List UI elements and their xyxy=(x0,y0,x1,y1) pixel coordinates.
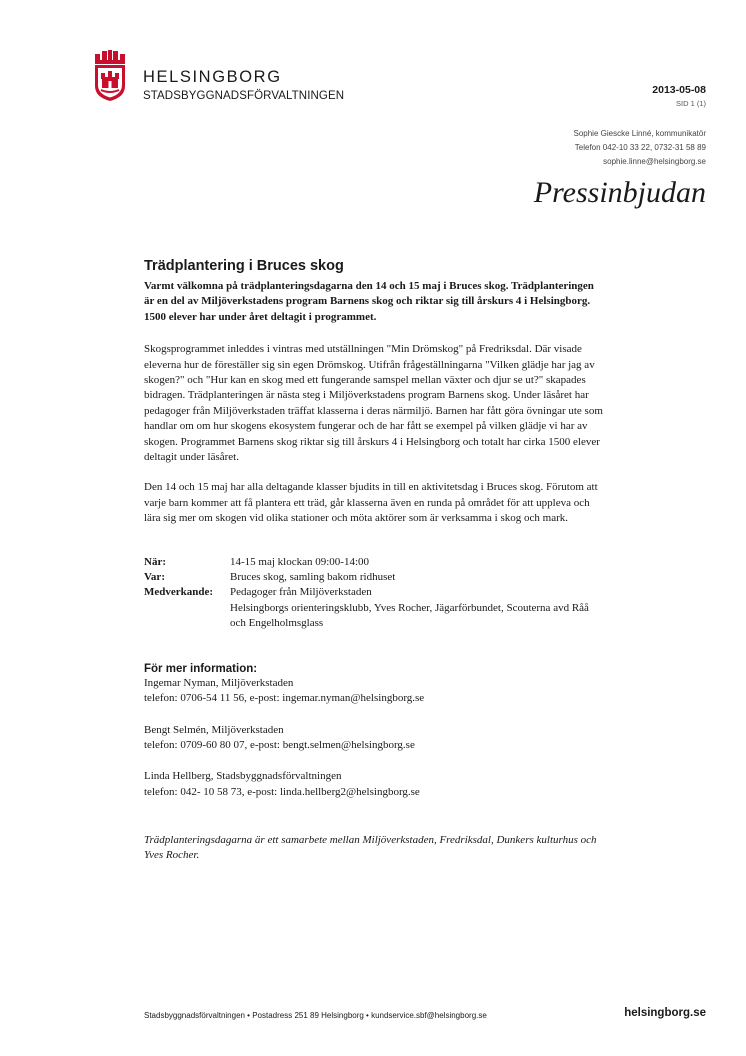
event-details xyxy=(144,555,606,631)
more-information xyxy=(144,663,606,800)
detail-value: 14-15 maj klockan 09:00-14:00 xyxy=(230,555,370,568)
contact-phone: Telefon 042-10 33 22, 0732-31 58 89 xyxy=(574,143,706,152)
helsingborg-crest-icon xyxy=(93,50,127,102)
document-type-title: Pressinbjudan xyxy=(533,176,706,209)
contact-person-name: Bengt Selmén, Miljöverkstaden xyxy=(144,723,284,736)
detail-label: När: xyxy=(144,555,166,568)
contact-person-name: Linda Hellberg, Stadsbyggnadsförvaltningen xyxy=(144,770,342,783)
detail-row-when xyxy=(144,555,606,570)
article-paragraph: Skogsprogrammet inleddes i vintras med utställningen "Min Drömskog" på Fredriksdal. Där visade eleverna hur de föreställer sig sin egen Drömskog. Utifrån frågeställningarna "Vilken glädje har jag av skogen?" och "Hur kan en skog med ett fungerande samspel mellan växter och djur se ut?" skapades bidragen. Trädplanteringen är nästa steg i Miljöverkstadens program Barnens skog. Under läsåret har pedagoger från Miljöverkstaden träffat klasserna i deras närmiljö. Barnen har fått göra övningar ute som handlar om om hur skogens ekosystem fungerar och de har fått se exempel på vilken glädje vi har av skogen. Programmet Barnens skog riktar sig till årskurs 4 i Helsingborg och totalt har cirka 1500 elever deltagit under läsåret. xyxy=(144,343,603,464)
detail-row-participants-more xyxy=(144,601,606,632)
detail-value: Bruces skog, samling bakom ridhuset xyxy=(230,570,396,583)
detail-label: Medverkande: xyxy=(144,586,214,599)
contact-person-phone: telefon: 042- 10 58 73, e-post: linda.hellberg2@helsingborg.se xyxy=(144,785,420,798)
document-date: 2013-05-08 xyxy=(652,84,706,96)
contact-person xyxy=(144,676,606,707)
detail-value: Helsingborgs orienteringsklubb, Yves Rocher, Jägarförbundet, Scouterna avd Råå och Engelholmsglass xyxy=(230,601,589,629)
detail-label: Var: xyxy=(144,570,165,583)
contact-name: Sophie Giescke Linné, kommunikatör xyxy=(573,129,706,138)
main-content xyxy=(144,258,606,875)
footer-address: Stadsbyggnadsförvaltningen • Postadress 251 89 Helsingborg • kundservice.sbf@helsingborg.se xyxy=(144,1011,487,1020)
article-headline: Trädplantering i Bruces skog xyxy=(144,258,344,274)
footer-website: helsingborg.se xyxy=(624,1007,706,1019)
contact-block xyxy=(573,127,706,169)
detail-row-where xyxy=(144,570,606,585)
detail-label xyxy=(144,601,230,632)
contact-person xyxy=(144,723,606,754)
contact-email: sophie.linne@helsingborg.se xyxy=(603,157,706,166)
article-lead: Varmt välkomna på trädplanteringsdagarna den 14 och 15 maj i Bruces skog. Trädplanteringen är en del av Miljöverkstadens program Barnens skog och riktar sig till årskurs 4 i Helsingborg. 1500 elever har under året deltagit i programmet. xyxy=(144,280,594,323)
contact-person-phone: telefon: 0709-60 80 07, e-post: bengt.selmen@helsingborg.se xyxy=(144,739,415,752)
detail-value: Pedagoger från Miljöverkstaden xyxy=(230,586,372,599)
org-department: STADSBYGGNADSFÖRVALTNINGEN xyxy=(143,90,345,102)
contact-person xyxy=(144,769,606,800)
footnote: Trädplanteringsdagarna är ett samarbete mellan Miljöverkstaden, Fredriksdal, Dunkers kulturhus och Yves Rocher. xyxy=(144,833,597,862)
more-info-heading: För mer information: xyxy=(144,663,258,676)
article-paragraph: Den 14 och 15 maj har alla deltagande klasser bjudits in till en aktivitetsdag i Bruces skog. Förutom att varje barn kommer att få plantera ett träd, går klasserna även en runda på området för att uppleva och lära sig mer om skogen vid olika stationer och möta aktörer som är verksamma i skog och mark. xyxy=(144,481,598,525)
contact-person-name: Ingemar Nyman, Miljöverkstaden xyxy=(144,677,294,690)
org-name: HELSINGBORG xyxy=(143,68,282,86)
contact-person-phone: telefon: 0706-54 11 56, e-post: ingemar.nyman@helsingborg.se xyxy=(144,692,425,705)
detail-row-participants xyxy=(144,585,606,600)
page-number: SID 1 (1) xyxy=(675,99,706,108)
